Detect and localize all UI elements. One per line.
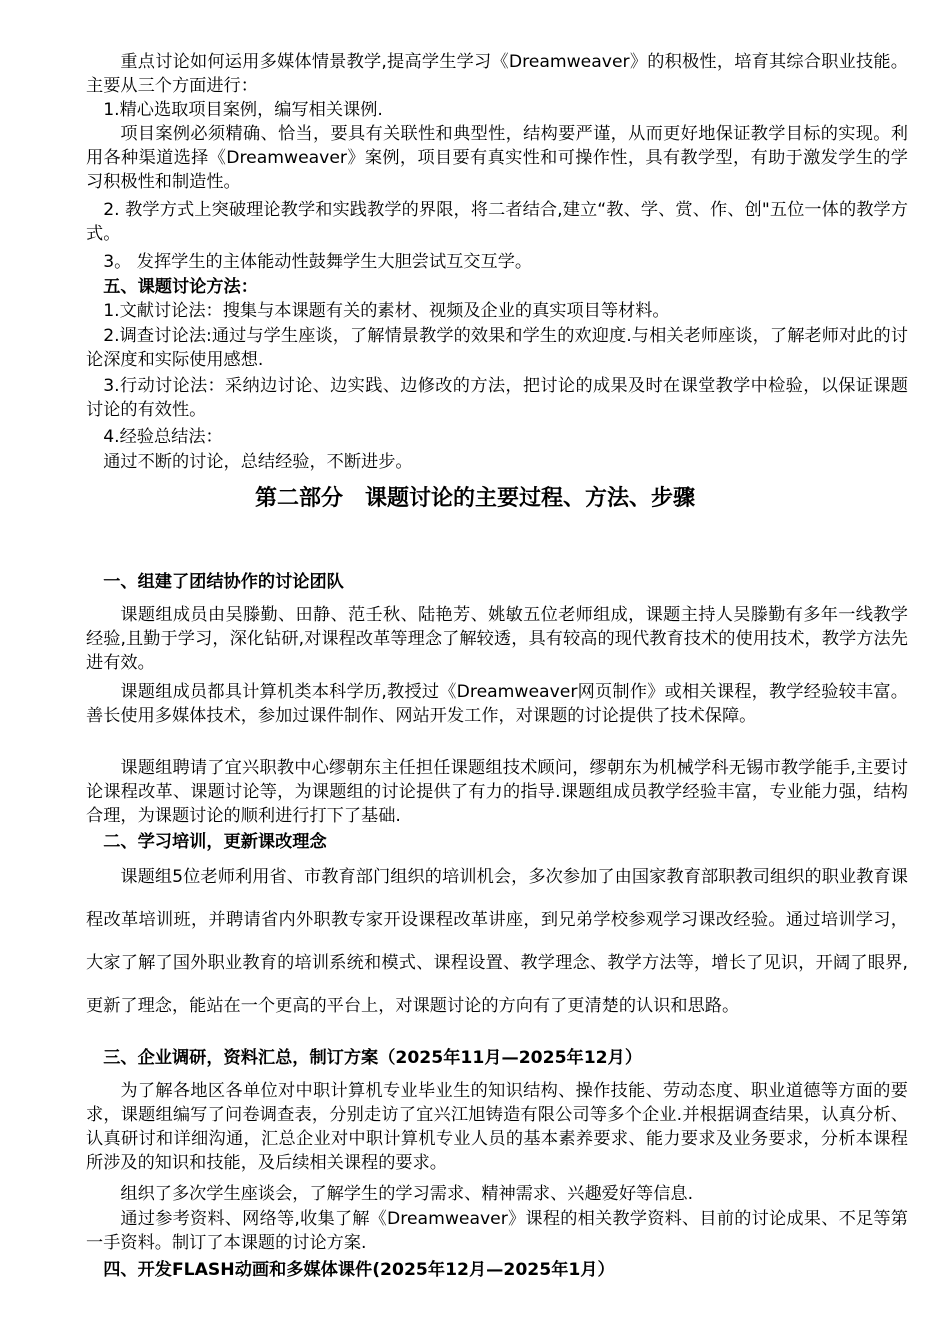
body-paragraph: 课题组成员都具计算机类本科学历,教授过《Dreamweaver网页制作》或相关课程，教学经验较丰富。善长使用多媒体技术，参加过课件制作、网站开发工作，对课题的讨论提供了技术保障。 [86, 682, 908, 726]
method-item: 4.经验总结法： [103, 427, 223, 447]
section-heading: 三、企业调研，资料汇总，制订方案（2025年11月—2025年12月） [103, 1048, 643, 1068]
body-paragraph: 课题组5位老师利用省、市教育部门组织的培训机会，多次参加了由国家教育部职教司组织的职业教育课程改革培训班，并聘请省内外职教专家开设课程改革讲座，到兄弟学校参观学习课改经验。通过培训学习，大家了解了国外职业教育的培训系统和模式、课程设置、教学理念、教学方法等，增长了见识，开阔了眼界,更新了理念，能站在一个更高的平台上，对课题讨论的方向有了更清楚的认识和思路。 [86, 867, 908, 1016]
method-item: 2.调查讨论法:通过与学生座谈，了解情景教学的效果和学生的欢迎度.与相关老师座谈，了解老师对此的讨论深度和实际使用感想. [86, 326, 908, 370]
list-item-detail: 项目案例必须精确、恰当，要具有关联性和典型性，结构要严谨，从而更好地保证教学目标的实现。利用各种渠道选择《Dreamweaver》案例，项目要有真实性和可操作性，具有教学型，有助于激发学生的学习积极性和制造性。 [86, 124, 908, 192]
section-heading: 五、课题讨论方法： [103, 277, 258, 297]
body-paragraph: 组织了多次学生座谈会，了解学生的学习需求、精神需求、兴趣爱好等信息. [120, 1184, 694, 1204]
part-title: 第二部分 课题讨论的主要过程、方法、步骤 [254, 486, 695, 511]
section-heading: 一、组建了团结协作的讨论团队 [103, 572, 344, 592]
method-item: 3.行动讨论法：采纳边讨论、边实践、边修改的方法，把讨论的成果及时在课堂教学中检验，以保证课题讨论的有效性。 [86, 376, 908, 420]
body-paragraph: 为了解各地区各单位对中职计算机专业毕业生的知识结构、操作技能、劳动态度、职业道德等方面的要求，课题组编写了问卷调查表，分别走访了宜兴江旭铸造有限公司等多个企业.并根据调查结果，认真分析、认真研讨和详细沟通，汇总企业对中职计算机专业人员的基本素养要求、能力要求及业务要求，分析本课程所涉及的知识和技能，及后续相关课程的要求。 [86, 1081, 908, 1173]
method-item-detail: 通过不断的讨论，总结经验，不断进步。 [103, 452, 413, 472]
body-paragraph: 通过参考资料、网络等,收集了解《Dreamweaver》课程的相关教学资料、目前的讨论成果、不足等第一手资料。制订了本课题的讨论方案. [86, 1209, 908, 1253]
list-item: 3。 发挥学生的主体能动性鼓舞学生大胆尝试互交互学。 [103, 252, 533, 272]
section-heading: 二、学习培训，更新课改理念 [103, 832, 327, 852]
list-item: 1.精心选取项目案例，编写相关课例. [103, 100, 383, 120]
section-heading: 四、开发FLASH动画和多媒体课件(2025年12月—2025年1月） [103, 1260, 615, 1280]
list-item: 2. 教学方式上突破理论教学和实践教学的界限，将二者结合,建立“教、学、赏、作、创"五位一体的教学方式。 [86, 200, 908, 244]
body-paragraph: 课题组成员由吴滕勤、田静、范壬秋、陆艳芳、姚敏五位老师组成，课题主持人吴滕勤有多年一线教学经验,且勤于学习，深化钻研,对课程改革等理念了解较透，具有较高的现代教育技术的使用技术，教学方法先进有效。 [86, 605, 908, 673]
method-item: 1.文献讨论法：搜集与本课题有关的素材、视频及企业的真实项目等材料。 [103, 301, 670, 321]
intro-paragraph: 重点讨论如何运用多媒体情景教学,提高学生学习《Dreamweaver》的积极性，培育其综合职业技能。主要从三个方面进行： [86, 52, 908, 96]
body-paragraph: 课题组聘请了宜兴职教中心缪朝东主任担任课题组技术顾问，缪朝东为机械学科无锡市教学能手,主要讨论课程改革、课题讨论等，为课题组的讨论提供了有力的指导.课题组成员教学经验丰富，专业能力强，结构合理，为课题讨论的顺利进行打下了基础. [86, 758, 908, 826]
